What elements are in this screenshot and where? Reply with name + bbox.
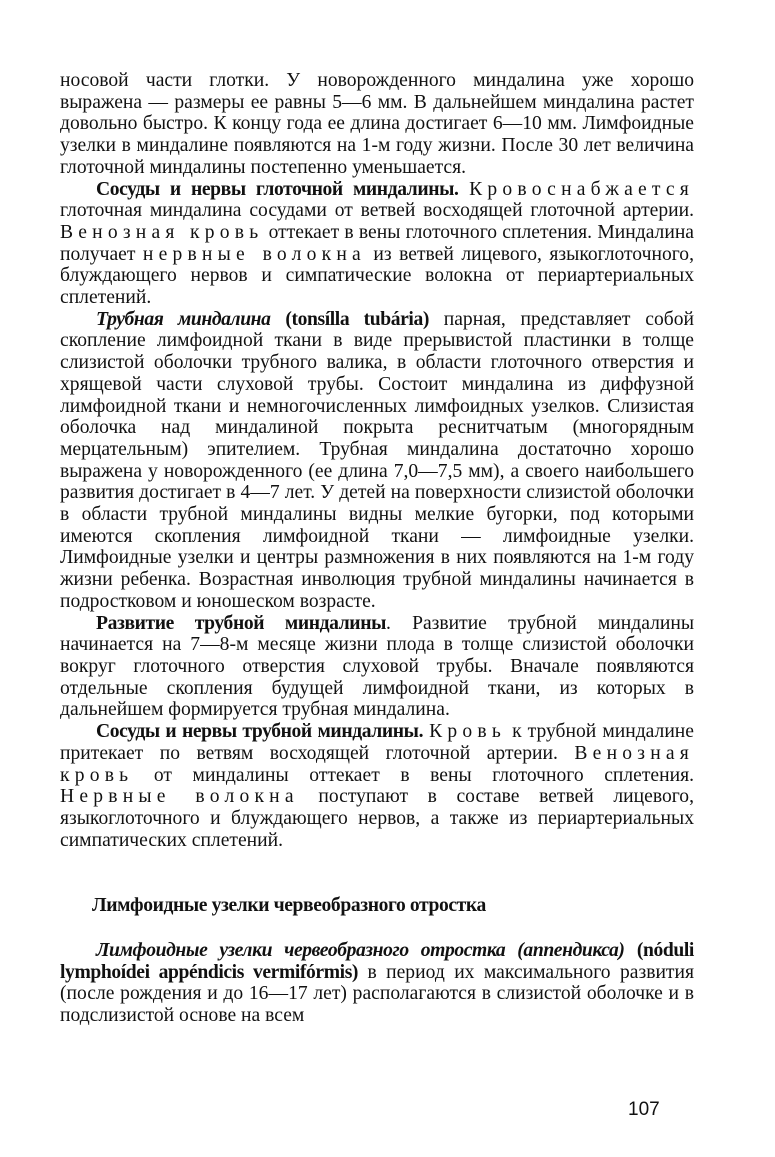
heading-tubal-development: Развитие трубной миндалины <box>96 612 386 634</box>
text-run: из ветвей лицевого, языкоглоточного, блуждающего нервов и симпатические волокна от периартериальных сплетений. <box>60 243 694 309</box>
page-number: 107 <box>628 1099 660 1120</box>
paragraph-tubal-development <box>60 613 694 722</box>
term-tubal-tonsil: Трубная миндалина <box>96 308 271 330</box>
heading-tubal-vessels: Сосуды и нервы трубной миндалины. <box>96 721 424 743</box>
spaced-term: нервные волокна <box>142 243 366 265</box>
text-run: глоточная миндалина сосудами от ветвей восходящей глоточной артерии. <box>60 200 694 222</box>
spaced-term: Нервные волокна <box>60 786 299 808</box>
text-run: оттекает в вены глоточного сплетения. Миндалина получает <box>60 221 695 265</box>
latin-term: (nóduli lymphoídei appéndicis vermifórmis) <box>60 940 694 983</box>
latin-term: (tonsílla tubária) <box>285 308 429 330</box>
spaced-term: Кровоснабжается <box>469 178 694 200</box>
text-run: в период их максимального развития (после рождения и до 16—17 лет) располагаются в слизистой оболочке и в подслизистой основе на всем <box>60 961 694 1027</box>
text-run: . Развитие трубной миндалины начинается на 7—8-м месяце жизни плода в толще слизистой оболочки вокруг глоточного отверстия слуховой трубы. Вначале появляются отдельные скопления будущей лимфоидной ткани, из которых в дальнейшем формируется трубная миндалина. <box>60 612 694 721</box>
spaced-term: Кровь <box>429 721 506 743</box>
page-body <box>60 70 694 1027</box>
text-run: парная, представляет собой скопление лимфоидной ткани в виде прерывистой пластинки в толще слизистой оболочки трубного валика, в области глоточного отверстия и хрящевой части слуховой трубы. Состоит миндалина из диффузной лимфоидной ткани и немногочисленных лимфоидных узелков. Слизистая оболочка над миндалиной покрыта реснитчатым (многорядным мерцательным) эпителием. Трубная миндалина достаточно хорошо выражена у новорожденного (ее длина 7,0—7,5 мм), а своего наибольшего развития достигает в 4—7 лет. У детей на поверхности слизистой оболочки в области трубной миндалины видны мелкие бугорки, под которыми имеются скопления лимфоидной ткани — лимфоидные узелки. Лимфоидные узелки и центры размножения в них появляются на 1-м году жизни ребенка. Возрастная инволюция трубной миндалины начинается в подростковом и юношеском возрасте. <box>60 308 694 612</box>
paragraph-tubal-tonsil <box>60 309 694 613</box>
paragraph-1: носовой части глотки. У новорожденного миндалина уже хорошо выражена — размеры ее равны 5—6 мм. В дальнейшем миндалина растет довольно быстро. К концу года ее длина достигает 6—10 мм. Лимфоидные узелки в миндалине появляются на 1-м году жизни. После 30 лет величина глоточной миндалины постепенно уменьшается. <box>60 70 694 178</box>
text-run: к трубной миндалине притекает по ветвям восходящей глоточной артерии. <box>60 721 694 764</box>
paragraph-tubal-vessels <box>60 721 694 851</box>
spaced-term: Венозная кровь <box>60 221 264 243</box>
section-title: Лимфоидные узелки червеобразного отростка <box>92 895 486 917</box>
paragraph-appendix-nodules <box>60 940 694 1027</box>
spaced-term: Венозная кровь <box>60 742 694 786</box>
paragraph-pharyngeal-vessels <box>60 179 694 309</box>
term-appendix-nodules: Лимфоидные узелки червеобразного отростка (аппендикса) <box>96 940 625 962</box>
text-run: поступают в составе ветвей лицевого, языкоглоточного и блуждающего нервов, а также из периартериальных симпатических сплетений. <box>60 786 694 851</box>
heading-pharyngeal-vessels: Сосуды и нервы глоточной миндалины. <box>96 178 459 200</box>
text-run <box>459 179 470 200</box>
text-run: от миндалины оттекает в вены глоточного сплетения. <box>133 764 694 786</box>
